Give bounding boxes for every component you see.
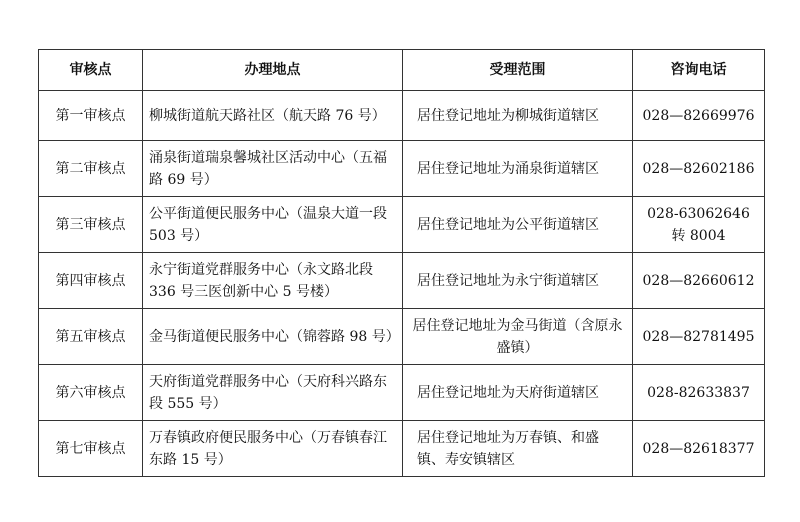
table-row <box>39 421 765 477</box>
scope-cell: 居住登记地址为金马街道（含原永盛镇） <box>403 309 633 365</box>
phone-cell: 028—82618377 <box>633 421 765 477</box>
review-points-table <box>38 49 765 477</box>
header-review-point: 审核点 <box>39 50 143 91</box>
review-point-cell: 第六审核点 <box>39 365 143 421</box>
table-row <box>39 253 765 309</box>
phone-cell: 028—82602186 <box>633 141 765 197</box>
review-point-cell: 第五审核点 <box>39 309 143 365</box>
table-row <box>39 309 765 365</box>
table-row <box>39 197 765 253</box>
scope-cell: 居住登记地址为公平街道辖区 <box>403 197 633 253</box>
phone-cell: 028—82669976 <box>633 91 765 141</box>
review-point-cell: 第七审核点 <box>39 421 143 477</box>
scope-cell: 居住登记地址为柳城街道辖区 <box>403 91 633 141</box>
table-row <box>39 141 765 197</box>
review-point-cell: 第一审核点 <box>39 91 143 141</box>
scope-cell: 居住登记地址为涌泉街道辖区 <box>403 141 633 197</box>
review-point-cell: 第三审核点 <box>39 197 143 253</box>
address-cell: 涌泉街道瑞泉馨城社区活动中心（五福路 69 号） <box>143 141 403 197</box>
address-cell: 永宁街道党群服务中心（永文路北段 336 号三医创新中心 5 号楼） <box>143 253 403 309</box>
scope-cell: 居住登记地址为万春镇、和盛镇、寿安镇辖区 <box>403 421 633 477</box>
phone-cell: 028—82660612 <box>633 253 765 309</box>
table-row <box>39 365 765 421</box>
scope-cell: 居住登记地址为永宁街道辖区 <box>403 253 633 309</box>
phone-cell: 028-82633837 <box>633 365 765 421</box>
phone-cell: 028-63062646 转 8004 <box>633 197 765 253</box>
review-point-cell: 第二审核点 <box>39 141 143 197</box>
review-point-cell: 第四审核点 <box>39 253 143 309</box>
address-cell: 金马街道便民服务中心（锦蓉路 98 号） <box>143 309 403 365</box>
header-address: 办理地点 <box>143 50 403 91</box>
address-cell: 公平街道便民服务中心（温泉大道一段 503 号） <box>143 197 403 253</box>
scope-cell: 居住登记地址为天府街道辖区 <box>403 365 633 421</box>
phone-cell: 028—82781495 <box>633 309 765 365</box>
address-cell: 万春镇政府便民服务中心（万春镇春江东路 15 号） <box>143 421 403 477</box>
table-row <box>39 91 765 141</box>
address-cell: 柳城街道航天路社区（航天路 76 号） <box>143 91 403 141</box>
header-scope: 受理范围 <box>403 50 633 91</box>
table-header-row <box>39 50 765 91</box>
header-phone: 咨询电话 <box>633 50 765 91</box>
address-cell: 天府街道党群服务中心（天府科兴路东段 555 号） <box>143 365 403 421</box>
